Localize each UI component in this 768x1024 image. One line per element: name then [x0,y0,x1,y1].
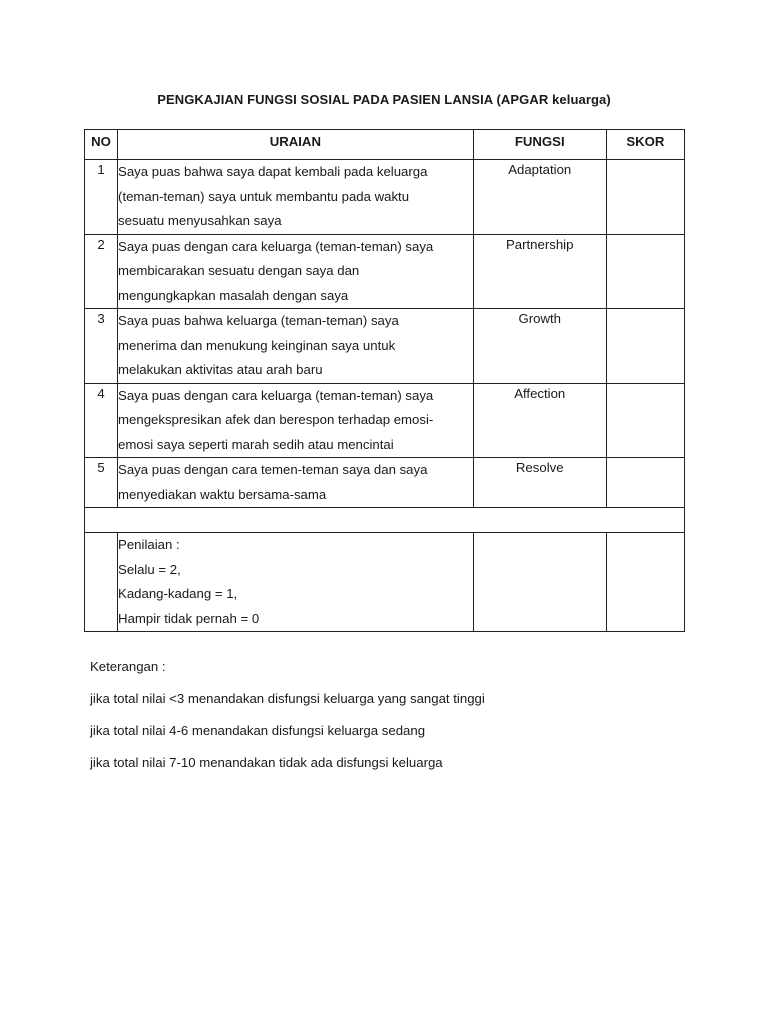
row-fungsi: Partnership [473,234,606,309]
table-row [85,383,685,458]
table-row [85,309,685,384]
uraian-line: menerima dan menukung keinginan saya untuk [118,337,396,353]
uraian-line: emosi saya seperti marah sedih atau mencintai [118,436,394,452]
uraian-line: Saya puas dengan cara keluarga (teman-teman) saya [118,387,434,403]
row-uraian [118,458,474,508]
header-no: NO [85,130,118,160]
uraian-line: Saya puas bahwa keluarga (teman-teman) saya [118,313,399,328]
row-uraian [118,309,474,384]
apgar-table [84,129,685,632]
table-header-row [85,130,685,160]
row-fungsi: Affection [473,383,606,458]
scoring-fungsi-cell [473,533,606,632]
uraian-line: sesuatu menyusahkan saya [118,213,282,228]
row-fungsi: Adaptation [473,160,606,235]
scoring-skor-cell [606,533,684,632]
uraian-line: melakukan aktivitas atau arah baru [118,362,323,377]
uraian-line: membicarakan sesuatu dengan saya dan [118,263,360,278]
row-number: 4 [85,383,118,458]
row-skor [606,383,684,458]
uraian-line: (teman-teman) saya untuk membantu pada waktu [118,188,410,204]
row-skor [606,234,684,309]
keterangan-item: jika total nilai 7-10 menandakan tidak ada disfungsi keluarga [90,755,443,770]
scoring-legend [118,533,474,632]
uraian-line: mengungkapkan masalah dengan saya [118,287,349,303]
row-uraian [118,383,474,458]
table-row [85,160,685,235]
page-title: PENGKAJIAN FUNGSI SOSIAL PADA PASIEN LANSIA (APGAR keluarga) [157,92,611,107]
row-fungsi: Resolve [473,458,606,508]
row-skor [606,458,684,508]
keterangan-item: jika total nilai <3 menandakan disfungsi keluarga yang sangat tinggi [90,691,485,706]
scoring-line: Kadang-kadang = 1, [118,586,238,601]
row-uraian [118,234,474,309]
uraian-line: menyediakan waktu bersama-sama [118,486,327,502]
header-uraian: URAIAN [118,130,474,160]
blank-cell [85,508,685,533]
row-number: 2 [85,234,118,309]
row-skor [606,309,684,384]
scoring-line: Selalu = 2, [118,561,181,577]
row-number: 5 [85,458,118,508]
header-skor: SKOR [606,130,684,160]
keterangan-section [90,658,485,786]
row-fungsi: Growth [473,309,606,384]
scoring-row [85,533,685,632]
table-row [85,234,685,309]
uraian-line: Saya puas dengan cara keluarga (teman-teman) saya [118,238,434,254]
scoring-line: Hampir tidak pernah = 0 [118,610,260,626]
row-uraian [118,160,474,235]
row-skor [606,160,684,235]
row-number: 1 [85,160,118,235]
keterangan-heading: Keterangan : [90,659,166,674]
scoring-line: Penilaian : [118,537,180,552]
scoring-no-cell [85,533,118,632]
keterangan-item: jika total nilai 4-6 menandakan disfungsi keluarga sedang [90,723,426,738]
header-fungsi: FUNGSI [473,130,606,160]
uraian-line: Saya puas dengan cara temen-teman saya dan saya [118,462,428,477]
blank-row [85,508,685,533]
table-row [85,458,685,508]
uraian-line: Saya puas bahwa saya dapat kembali pada keluarga [118,164,428,179]
row-number: 3 [85,309,118,384]
uraian-line: mengekspresikan afek dan berespon terhadap emosi- [118,412,434,427]
